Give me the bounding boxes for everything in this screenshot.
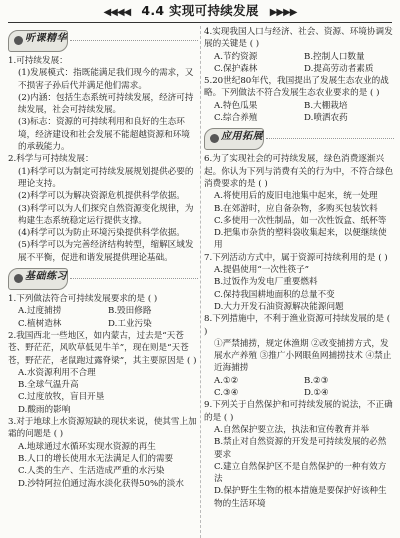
point-heading: 2.科学与可持续发展： <box>8 154 94 165</box>
question-stem: 7.下列活动方式中，属于资源可持续利用的是 ( ) <box>204 252 388 263</box>
option: C.人类的生产、生活造成严重的水污染 <box>18 466 165 477</box>
option-row <box>204 100 394 112</box>
option: B.毁田修路 <box>108 306 152 317</box>
question-stem: 6.为了实现社会的可持续发展，绿色消费逐渐兴起。你认为下列与消费有关的行为中，不符合绿色消费要求的是 ( ) <box>204 154 394 189</box>
statement-list: ①严禁捕捞，规定休渔期 ②改变捕捞方式，发展水产养殖 ③推广小网眼鱼网捕捞技术 ④禁止近海捕捞 <box>214 338 392 374</box>
option: A.水资源利用不合理 <box>18 367 96 378</box>
point-text: (3)科学可以为人们探究自然资源变化规律，为构建生态系统稳定运行提供支撑。 <box>18 203 194 226</box>
option: C.③④ <box>214 388 239 399</box>
question-stem: 2.我国西北一些地区，如内蒙古，过去是“天苍苍、野茫茫，风吹草低见牛羊”，现在则是“天苍苍，野茫茫，老鼠跑过露脊梁”，其主要原因是 ( ) <box>8 330 197 366</box>
header-right-marks: ▶▶▶▶ <box>269 7 297 18</box>
question-stem: 9.下列关于自然保护和可持续发展的说法，不正确的是 ( ) <box>204 400 393 423</box>
section-banner-application <box>204 128 394 149</box>
option: B.人口的增长使用水无法满足人们的需要 <box>18 453 174 464</box>
option: B.全球气温升高 <box>18 380 79 391</box>
option: C.建立自然保护区不是自然保护的一种有效方法 <box>214 461 387 485</box>
header-rule <box>8 22 392 23</box>
point-heading: 1.可持续发展： <box>8 56 68 66</box>
option: B.在郊游时，应自备杂物，多购买包装饮料 <box>214 203 378 214</box>
banner-wave <box>266 138 394 139</box>
question-stem: 3.对于地球上水资源短缺的现状来说，使其雪上加霜的问题是 ( ) <box>8 417 197 440</box>
option: D.大力开发石油资源解决能源问题 <box>214 301 344 312</box>
section-banner-basic <box>8 268 198 289</box>
option: D.工业污染 <box>108 318 152 329</box>
option: D.提高劳动者素质 <box>304 63 374 74</box>
section-title: 听课精华 <box>25 33 67 44</box>
option: A.提倡使用“一次性筷子” <box>214 265 310 276</box>
right-column <box>204 26 394 510</box>
option-row <box>204 375 394 387</box>
option: A.①② <box>214 375 239 386</box>
option: C.保持我国耕地面积的总量不变 <box>214 289 335 300</box>
option: A.特色瓜果 <box>214 100 258 111</box>
option: A.过度捕捞 <box>18 306 62 317</box>
option-row <box>204 63 394 75</box>
option: D.把集市杂货的塑料袋收集起来，以便继续使用 <box>214 228 387 251</box>
section-banner-lecture <box>8 30 198 51</box>
option: C.保护森林 <box>214 63 258 74</box>
option: C.植树造林 <box>18 318 62 329</box>
question-stem: 5.20世纪80年代，我国提出了发展生态农业的战略。下列做法不符合发展生态农业要求的是 ( ) <box>204 76 389 99</box>
option: D.沙特阿拉伯通过海水淡化获得50%的淡水 <box>18 478 184 489</box>
option: A.将使用后的废旧电池集中起来，统一处理 <box>214 191 378 202</box>
point-text: (4)科学可以为防止环境污染提供科学依据。 <box>18 228 185 239</box>
point-text: (2)内涵：包括生态系统可持续发展，经济可持续发展，社会可持续发展。 <box>18 92 194 116</box>
option-row <box>204 387 394 399</box>
left-column <box>8 26 198 490</box>
option: B.大棚栽培 <box>304 100 348 111</box>
question-stem: 8.下列措施中，不利于渔业资源可持续发展的是 ( ) <box>204 314 391 337</box>
point-text: (2)科学可以为解决资源危机提供科学依据。 <box>18 191 185 202</box>
option: D.喷洒农药 <box>304 113 348 124</box>
option: C.过度放牧，盲目开垦 <box>18 392 105 403</box>
option: D.保护野生生物的根本措施是要保护好该种生物的生活环境 <box>214 486 387 509</box>
header-left-marks: ◀◀◀◀ <box>103 7 131 18</box>
point-text: (3)标志：资源的可持续利用和良好的生态环境，经济建设和社会发展不能超越资源和环境的承载能力。 <box>18 117 190 153</box>
option: A.地球通过水循环实现水资源的再生 <box>18 441 156 452</box>
option-row <box>204 112 394 124</box>
point-text: (1)科学可以为制定可持续发展规划提供必要的理论支持。 <box>18 166 194 189</box>
option: A.节约资源 <box>214 51 258 62</box>
point-text: (1)发展模式：指既能满足我们现今的需求，又不损害子孙后代并满足他们需求。 <box>18 68 194 91</box>
option: D.酸雨的影响 <box>18 404 71 415</box>
question-stem: 1.下列做法符合可持续发展要求的是 ( ) <box>8 294 158 305</box>
option: A.自然保护要立法，执法和宣传教育并举 <box>214 424 370 435</box>
option-row <box>204 51 394 63</box>
option: B.②③ <box>304 375 329 386</box>
page-header <box>0 0 400 24</box>
banner-wave <box>70 278 198 279</box>
option: B.禁止对自然资源的开发是可持续发展的必然要求 <box>214 437 387 460</box>
point-text: (5)科学可以为完善经济结构转型，缩解区域发展不平衡，促进和谐发展提供理论基础。 <box>18 240 194 263</box>
page-title: 4.4 实现可持续发展 <box>141 3 259 18</box>
column-divider <box>200 26 201 538</box>
option: D.①④ <box>304 388 329 399</box>
banner-wave <box>70 40 198 41</box>
option: B.控制人口数量 <box>304 51 365 62</box>
option: B.过饭作为发电厂重要燃料 <box>214 277 318 288</box>
option: C.多使用一次性制品，如一次性饭盒、纸杯等 <box>214 215 387 226</box>
option-row <box>8 318 198 330</box>
section-title: 基础练习 <box>25 271 67 283</box>
option-row <box>8 305 198 317</box>
question-stem: 4.实现我国人口与经济、社会、资源、环境协调发展的关键是 ( ) <box>204 27 393 50</box>
section-title: 应用拓展 <box>221 131 263 143</box>
option: C.综合养殖 <box>214 113 258 124</box>
